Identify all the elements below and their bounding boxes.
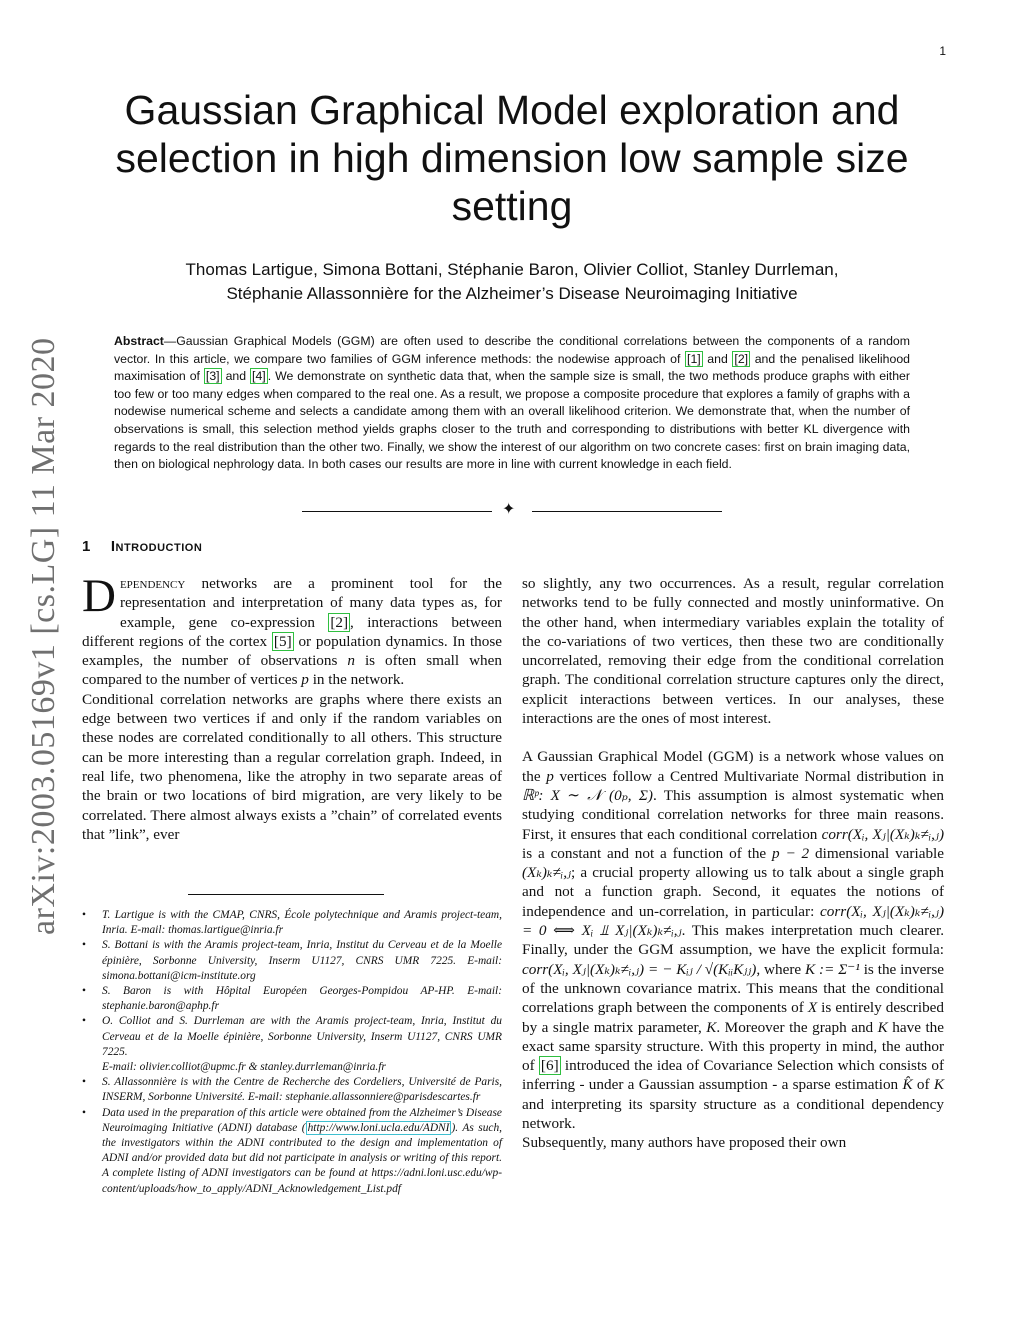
citation-link[interactable]: [2]: [734, 351, 749, 366]
smallcaps-word: ependency: [119, 575, 186, 592]
abstract: [114, 333, 910, 474]
body-text: and interpreting its sparsity structure as a conditional dependency network.: [522, 1095, 944, 1133]
right-paragraph-3: Subsequently, many authors have proposed their own: [522, 1134, 847, 1152]
footnote-text: T. Lartigue is with the CMAP, CNRS, École polytechnique and Aramis project-team, Inria. E-mail: thomas.lartigue@inria.fr: [102, 909, 502, 937]
citation-link[interactable]: [5]: [273, 632, 292, 650]
citation-link[interactable]: [4]: [252, 369, 266, 384]
body-text: dimensional variable: [809, 844, 944, 862]
footnote-text: E-mail: olivier.colliot@upmc.fr & stanley.durrleman@inria.fr: [102, 1061, 386, 1074]
section-title: Introduction: [110, 538, 203, 555]
math-variable: X: [807, 999, 818, 1017]
math-variable: K: [933, 1076, 944, 1094]
math-expression: corr(Xᵢ, Xⱼ|(Xₖ)ₖ≠ᵢ,ⱼ) = − Kᵢⱼ / √(KᵢᵢKⱼⱼ): [522, 960, 757, 978]
math-expression: p − 2: [772, 844, 810, 862]
body-text: networks are a prominent tool for the representation and interpretation of many data types as, for example, gene co-expression: [119, 575, 502, 631]
intro-paragraph-2: Conditional correlation networks are graphs where there exists an edge between two vertices if and only if the random variables on these nodes are correlated conditionally to all others. This structure can be more interesting than a regular correlation graph. Indeed, in real life, two phenomena, like the atrophy in two separate areas of the brain or two locations of bird migration, are very likely to be correlated. There almost always exists a ”chain” of correlated events that ”link”, ever: [82, 690, 502, 843]
footnote-text: ). As such, the investigators within the ADNI contributed to the design and implementation of ADNI and/or provided data but did not participate in analysis or writing of this report. A complete listing of ADNI investigators can be found at https://adni.loni.usc.edu/wp-content/uploads/how_to_apply/ADNI_Acknowledgement_List.pdf: [102, 1121, 503, 1195]
bullet-icon: •: [82, 1015, 86, 1028]
authors-line-1: Thomas Lartigue, Simona Bottani, Stéphanie Baron, Olivier Colliot, Stanley Durrleman,: [185, 260, 839, 279]
citation-link[interactable]: [3]: [205, 369, 220, 384]
body-text: in the network.: [308, 671, 405, 689]
paper-title: Gaussian Graphical Model exploration and selection in high dimension low sample size setting: [115, 87, 909, 229]
body-text: introduced the idea of Covariance Selection which consists of inferring - under a Gaussian assumption - a sparse estimation: [522, 1057, 944, 1094]
math-expression: ℝᵖ: X ∼ 𝒩 (0ₚ, Σ): [522, 786, 653, 804]
abstract-text: and: [221, 369, 251, 384]
body-text: of: [912, 1076, 934, 1094]
authors-line-2: Stéphanie Allassonnière for the Alzheimer’s Disease Neuroimaging Initiative: [226, 284, 798, 303]
abstract-text: and the penalised likelihood maximisation of: [114, 351, 910, 384]
footnote-item: [82, 1106, 502, 1197]
footnote-text: O. Colliot and S. Durrleman are with the Aramis project-team, Inria, Institut du Cerveau et de la Moelle épinière, Sorbonne University, Inserm U1127, CNRS UMR 7225.: [102, 1015, 502, 1058]
footnote-text: S. Baron is with Hôpital Européen Georges-Pompidou AP-HP. E-mail: stephanie.baron@aphp.fr: [102, 985, 502, 1013]
body-text: ; a crucial property allowing us to talk about a single graph and not a function graph. Second, it equates the notions of independence and un-correlation, in particular:: [522, 864, 944, 920]
body-text: A Gaussian Graphical Model (GGM) is a network whose values on the: [522, 748, 944, 785]
footnote-text: Data used in the preparation of this article were obtained from the Alzheimer’s Disease Neuroimaging Initiative (ADNI) database (: [102, 1106, 502, 1134]
author-list: [120, 258, 904, 306]
abstract-text: . We demonstrate on synthetic data that, when the sample size is small, the two methods produce graphs with either too few or too many edges when compared to the real one. As a result, we propose a composite procedure that explores a family of graphs with a nodewise numerical scheme and selects a candidate among them with an overall likelihood criterion. We demonstrate that, when the number of observations is small, this selection method yields graphs closer to the truth and corresponding to distributions with better KL divergence with regards to the real distribution than the other two. Finally, we show the interest of our algorithm on two concrete cases: first on brain imaging data, then on biological nephrology data. In both cases our results are more in line with current knowledge in each field.: [114, 369, 910, 472]
adni-url-link[interactable]: http://www.loni.ucla.edu/ADNI: [307, 1121, 450, 1134]
footnote-item: [82, 984, 502, 1014]
footnote-item: [82, 1075, 502, 1105]
math-expression: K := Σ⁻¹: [805, 960, 860, 978]
math-expression: corr(Xᵢ, Xⱼ|(Xₖ)ₖ≠ᵢ,ⱼ) = 0 ⟺ Xᵢ ⫫ Xⱼ|(Xₖ)ₖ≠ᵢ,ⱼ: [522, 902, 944, 940]
citation-link[interactable]: [1]: [687, 351, 701, 366]
paragraph-gap: [522, 728, 944, 747]
right-column: [522, 574, 944, 1153]
body-text: is often small when compared to the number of vertices: [82, 652, 502, 689]
math-variable: p: [301, 671, 309, 689]
bullet-icon: •: [82, 909, 86, 921]
citation-link[interactable]: [6]: [540, 1057, 559, 1075]
math-variable: K: [706, 1018, 717, 1036]
body-text: is a constant and not a function of the: [522, 844, 773, 862]
bullet-icon: •: [82, 1106, 86, 1119]
drop-cap: D: [82, 570, 116, 622]
body-text: vertices follow a Centred Multivariate Normal distribution in: [553, 767, 944, 785]
math-variable: p: [546, 767, 554, 785]
footnote-item: [82, 938, 502, 984]
abstract-text: —Gaussian Graphical Models (GGM) are often used to describe the conditional correlations between the components of a random vector. In this article, we compare two families of GGM inference methods: the nodewise approach of: [114, 334, 910, 366]
math-variable: K̂: [902, 1076, 913, 1094]
right-paragraph-2: [522, 747, 944, 1133]
body-text: is the inverse of the unknown covariance matrix. This means that the conditional correlations graph between the components of: [522, 960, 945, 1017]
left-column: [82, 570, 503, 844]
body-text: or population dynamics. In those examples, the number of observations: [82, 632, 503, 670]
right-paragraph-1: so slightly, any two occurrences. As a result, regular correlation networks tend to be fully connected and mostly uninformative. On the other hand, when intermediary variables explain the totality of the co-variations of two vertices, then these two are conditionally uncorrelated, removing their edge from the conditional correlation graph. The conditional correlation structure captures only the direct, explicit interactions between vertices. In our analyses, these interactions are the ones of most interest.: [522, 575, 944, 728]
math-variable: n: [347, 652, 355, 670]
section-number: 1: [82, 538, 91, 555]
math-expression: corr(Xᵢ, Xⱼ|(Xₖ)ₖ≠ᵢ,ⱼ): [821, 825, 945, 843]
math-expression: (Xₖ)ₖ≠ᵢ,ⱼ: [522, 864, 572, 882]
abstract-label: Abstract: [114, 334, 164, 348]
bullet-icon: •: [82, 1076, 86, 1089]
footnotes: [82, 908, 502, 1197]
page-number: 1: [939, 44, 946, 58]
footnote-item: [82, 908, 502, 938]
arxiv-identifier-stamp: arXiv:2003.05169v1 [cs.LG] 11 Mar 2020: [25, 337, 62, 935]
footnote-text: S. Bottani is with the Aramis project-team, Inria, Institut du Cerveau et de la Moelle épinière, Sorbonne University, Inserm U1127, CNRS UMR 7225. E-mail: simona.bottani@icm-institute.org: [102, 939, 502, 982]
footnote-text: S. Allassonnière is with the Centre de Recherche des Cordeliers, Université de Paris, INSERM, Sorbonne Université. E-mail: stephanie.allassonniere@parisdescartes.fr: [102, 1076, 502, 1104]
footnote-rule: [188, 894, 384, 895]
body-text: , interactions between different regions of the cortex: [82, 613, 503, 650]
body-text: , where: [756, 960, 806, 978]
section-heading: [82, 538, 202, 555]
body-text: is entirely described by a single matrix parameter,: [522, 999, 944, 1036]
body-text: . This makes interpretation much clearer. Finally, under the GGM assumption, we have the explicit formula:: [522, 922, 944, 959]
divider-star-icon: ✦: [502, 501, 516, 518]
bullet-icon: •: [82, 985, 86, 998]
intro-paragraph-1: [82, 570, 503, 690]
footnote-item: [82, 1014, 502, 1075]
divider-line-left: [302, 511, 492, 512]
body-text: . This assumption is almost systematic when studying conditional correlation networks for three main reasons. First, it ensures that each conditional correlation: [522, 786, 944, 843]
body-text: have the exact same sparsity structure. With this property in mind, the author of: [522, 1018, 945, 1075]
bullet-icon: •: [82, 939, 86, 952]
abstract-text: and: [702, 351, 733, 366]
citation-link[interactable]: [2]: [330, 613, 349, 631]
math-variable: K: [877, 1018, 888, 1036]
divider-line-right: [532, 511, 722, 512]
body-text: . Moreover the graph and: [716, 1018, 878, 1036]
